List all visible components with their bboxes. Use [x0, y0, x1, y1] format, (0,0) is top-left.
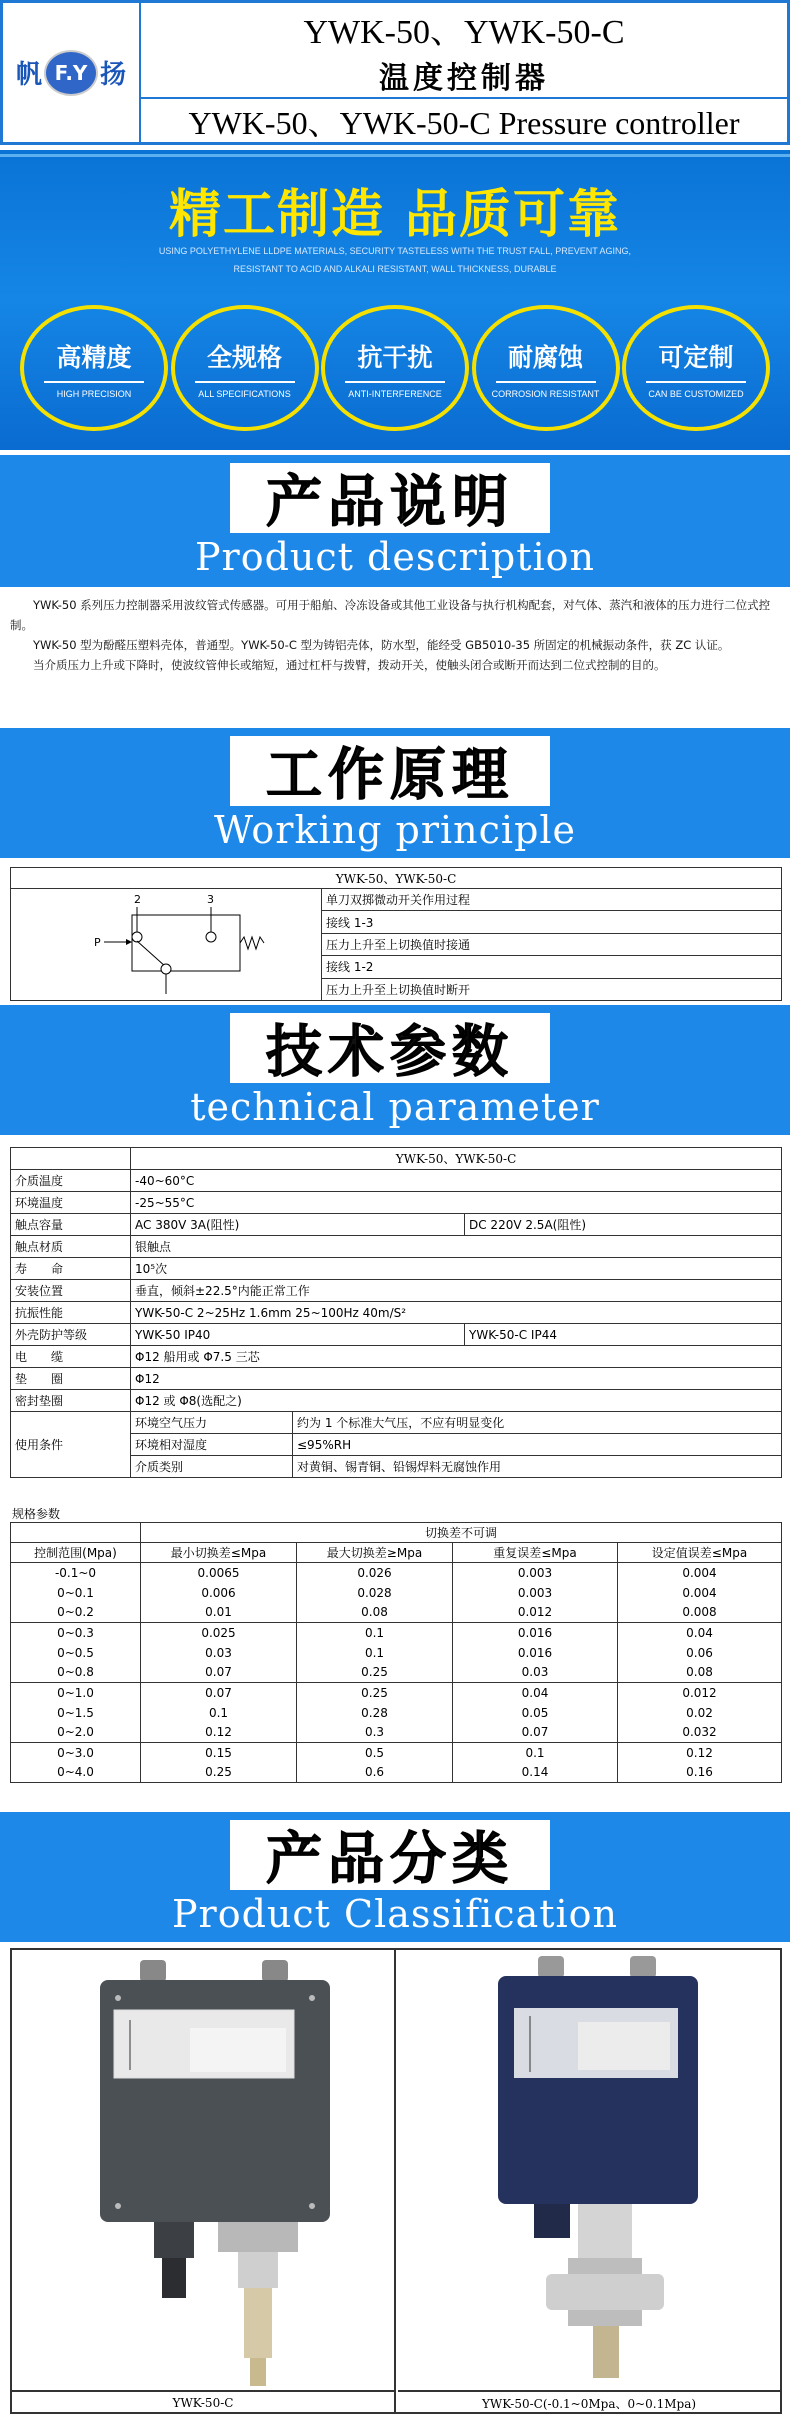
- spec-top-blank: [11, 1523, 141, 1543]
- thread-stub: [250, 2358, 266, 2386]
- tech-value: -25~55°C: [131, 1192, 782, 1214]
- spec-cell: 0.032: [618, 1723, 782, 1743]
- working-row: 单刀双掷微动开关作用过程: [322, 889, 782, 911]
- section-title-en: Product Classification: [171, 1892, 618, 1936]
- spec-cell: 0.012: [453, 1603, 618, 1623]
- section-header-classification: [0, 1812, 790, 1942]
- spec-cell: 0.07: [141, 1683, 297, 1703]
- product-image-ywk50c: [12, 1950, 396, 2390]
- tech-key: 环境温度: [11, 1192, 131, 1214]
- cable-gland-left: [140, 1960, 166, 1982]
- section-title-en: Product description: [194, 535, 596, 579]
- tech-value: YWK-50 IP40: [131, 1324, 465, 1346]
- header-title-cn: 温度控制器: [379, 61, 549, 96]
- contact-2: [132, 932, 142, 942]
- cable-boot: [162, 2258, 186, 2298]
- spec-row: [11, 1743, 782, 1763]
- spec-cell: 0.1: [297, 1623, 453, 1643]
- tech-key: 触点容量: [11, 1214, 131, 1236]
- cable-entry: [154, 2222, 194, 2258]
- spec-cell: 0~4.0: [11, 1763, 141, 1783]
- cable-gland-right: [262, 1960, 288, 1982]
- product-image-ywk50c-low: [398, 1950, 780, 2390]
- spec-row: [11, 1763, 782, 1783]
- spec-column-header: 重复误差≤Mpa: [453, 1543, 618, 1563]
- switch-diagram: [11, 889, 321, 997]
- badge-divider: [345, 381, 445, 383]
- banner-subtitle-line1: USING POLYETHYLENE LLDPE MATERIALS, SECURITY TASTELESS WITH THE TRUST FALL, PREVENT AGING,: [158, 246, 632, 256]
- use-condition-key: 介质类别: [131, 1456, 293, 1478]
- logo-char-left: 帆: [15, 60, 42, 90]
- spec-table-body: [11, 1563, 782, 1783]
- working-row: 接线 1-3: [322, 911, 782, 933]
- spec-cell: 0.5: [297, 1743, 453, 1763]
- adapter-body: [578, 2204, 632, 2258]
- tech-value-2: DC 220V 2.5A(阻性): [465, 1214, 782, 1236]
- feature-badges: [20, 305, 770, 431]
- spec-row: [11, 1663, 782, 1683]
- section-title-en: Working principle: [213, 808, 577, 852]
- logo-char-right: 扬: [100, 60, 127, 90]
- spec-cell: 0.1: [141, 1703, 297, 1723]
- spec-cell: 0~2.0: [11, 1723, 141, 1743]
- spec-cell: 0.08: [297, 1603, 453, 1623]
- tech-key: 寿 命: [11, 1258, 131, 1280]
- screw: [115, 2203, 121, 2209]
- spec-row: [11, 1723, 782, 1743]
- spec-cell: 0.01: [141, 1603, 297, 1623]
- bellows: [238, 2252, 278, 2288]
- brass-fitting: [593, 2326, 619, 2378]
- badge-label-en: CORROSION RESISTANT: [491, 388, 600, 399]
- section-title-cn: 产品说明: [230, 463, 550, 533]
- spec-cell: 0.0065: [141, 1563, 297, 1583]
- spec-cell: 0.03: [141, 1643, 297, 1663]
- spec-column-header: 控制范围(Mpa): [11, 1543, 141, 1563]
- spec-row: [11, 1583, 782, 1603]
- section-title-cn: 工作原理: [230, 736, 550, 806]
- tech-value: 10⁵次: [131, 1258, 782, 1280]
- spec-cell: 0.004: [618, 1563, 782, 1583]
- spec-cell: 0.016: [453, 1623, 618, 1643]
- spec-cell: 0.004: [618, 1583, 782, 1603]
- description-paragraph: 当介质压力上升或下降时，使波纹管伸长或缩短，通过杠杆与拨臂，拨动开关，使触头闭合或断开而达到二位式控制的目的。: [33, 658, 666, 672]
- header-title-en: YWK-50、YWK-50-C Pressure controller: [141, 97, 787, 142]
- terminal-2-label: 2: [134, 893, 141, 906]
- badge-all-specifications: [171, 305, 319, 431]
- screw: [115, 1995, 121, 2001]
- product-caption: YWK-50-C: [12, 2390, 396, 2414]
- spec-row: [11, 1683, 782, 1703]
- spec-cell: 0~0.5: [11, 1643, 141, 1663]
- spec-cell: 0~1.0: [11, 1683, 141, 1703]
- product-photo-cell: [398, 1950, 780, 2390]
- feature-banner: [0, 150, 790, 450]
- tech-key: 使用条件: [11, 1412, 131, 1478]
- spec-cell: 0.07: [453, 1723, 618, 1743]
- spec-column-header: 最大切换差≥Mpa: [297, 1543, 453, 1563]
- section-header-technical: [0, 1005, 790, 1135]
- badge-anti-interference: [321, 305, 469, 431]
- spec-cell: 0.1: [297, 1643, 453, 1663]
- description-paragraph: YWK-50 型为酚醛压塑料壳体，普通型。YWK-50-C 型为铸铝壳体，防水型，能经受 GB5010-35 所固定的机械振动条件，获 ZC 认证。: [33, 638, 730, 652]
- tech-key: 触点材质: [11, 1236, 131, 1258]
- tech-value: AC 380V 3A(阻性): [131, 1214, 465, 1236]
- section-header-description: [0, 455, 790, 587]
- spec-column-header: 最小切换差≤Mpa: [141, 1543, 297, 1563]
- spec-cell: 0.12: [618, 1743, 782, 1763]
- spec-cell: 0.003: [453, 1583, 618, 1603]
- section-title-en: technical parameter: [190, 1085, 600, 1129]
- badge-customized: [622, 305, 770, 431]
- tech-value: -40~60°C: [131, 1170, 782, 1192]
- screw: [309, 2203, 315, 2209]
- working-principle-table: [10, 867, 782, 1001]
- spec-cell: 0.28: [297, 1703, 453, 1723]
- cable-entry: [534, 2204, 570, 2238]
- section-header-working: [0, 728, 790, 858]
- tech-value: 垂直，倾斜±22.5°内能正常工作: [131, 1280, 782, 1302]
- spec-cell: 0.006: [141, 1583, 297, 1603]
- badge-label-cn: 全规格: [206, 342, 282, 372]
- screw: [309, 1995, 315, 2001]
- tech-value-2: YWK-50-C IP44: [465, 1324, 782, 1346]
- badge-label-en: ANTI-INTERFERENCE: [348, 388, 442, 399]
- product-caption: YWK-50-C(-0.1~0Mpa、0~0.1Mpa): [398, 2390, 780, 2414]
- spec-row: [11, 1703, 782, 1723]
- tech-key: 外壳防护等级: [11, 1324, 131, 1346]
- badge-high-precision: [20, 305, 168, 431]
- spec-cell: 0.012: [618, 1683, 782, 1703]
- pressure-label: P: [94, 936, 101, 949]
- spec-cell: 0.3: [297, 1723, 453, 1743]
- switch-diagram-cell: [11, 889, 322, 1001]
- badge-label-cn: 可定制: [658, 342, 734, 372]
- spec-cell: 0~0.3: [11, 1623, 141, 1643]
- badge-corrosion-resistant: [472, 305, 620, 431]
- tech-header-blank: [11, 1148, 131, 1170]
- spring-symbol: [240, 937, 264, 949]
- pivot-contact-1: [161, 964, 171, 974]
- brass-fitting: [244, 2288, 272, 2358]
- header-model: YWK-50、YWK-50-C: [303, 13, 625, 51]
- spec-cell: 0.026: [297, 1563, 453, 1583]
- spec-cell: 0.14: [453, 1763, 618, 1783]
- switch-housing: [132, 915, 240, 971]
- spec-row: [11, 1623, 782, 1643]
- tech-value: Φ12: [131, 1368, 782, 1390]
- switch-lever: [137, 941, 166, 967]
- spec-table: [10, 1522, 782, 1783]
- spec-cell: 0.12: [141, 1723, 297, 1743]
- cable-gland-right: [630, 1956, 656, 1978]
- banner-subtitle: [120, 242, 670, 278]
- tech-key: 密封垫圈: [11, 1390, 131, 1412]
- tech-key: 安装位置: [11, 1280, 131, 1302]
- badge-label-cn: 高精度: [56, 342, 132, 372]
- spec-cell: 0.05: [453, 1703, 618, 1723]
- badge-label-cn: 耐腐蚀: [507, 342, 583, 372]
- spec-row: [11, 1603, 782, 1623]
- spec-cell: 0.16: [618, 1763, 782, 1783]
- contact-3: [206, 932, 216, 942]
- spec-cell: 0.016: [453, 1643, 618, 1663]
- product-photo-cell: [12, 1950, 396, 2390]
- spec-cell: 0.03: [453, 1663, 618, 1683]
- cable-gland-left: [538, 1956, 564, 1978]
- spec-cell: 0.008: [618, 1603, 782, 1623]
- working-row: 接线 1-2: [322, 956, 782, 978]
- spec-table-title: 规格参数: [12, 1507, 61, 1521]
- product-description: [10, 595, 782, 675]
- tech-key: 垫 圈: [11, 1368, 131, 1390]
- product-gallery: [10, 1948, 782, 2414]
- spec-row: [11, 1563, 782, 1583]
- badge-label-en: HIGH PRECISION: [56, 388, 132, 399]
- spec-cell: 0.15: [141, 1743, 297, 1763]
- badge-divider: [496, 381, 596, 383]
- spec-top-header: 切换差不可调: [141, 1523, 782, 1543]
- description-paragraph: YWK-50 系列压力控制器采用波纹管式传感器。可用于船舶、冷冻设备或其他工业设备与执行机构配套，对气体、蒸汽和液体的压力进行二位式控制。: [10, 598, 771, 632]
- section-title-cn: 技术参数: [230, 1013, 550, 1083]
- use-condition-value: 对黄铜、锡青铜、铅锡焊料无腐蚀作用: [293, 1456, 782, 1478]
- tech-value: Φ12 或 Φ8(选配之): [131, 1390, 782, 1412]
- technical-parameter-table: [10, 1147, 782, 1478]
- spec-cell: 0.08: [618, 1663, 782, 1683]
- tech-key: 介质温度: [11, 1170, 131, 1192]
- use-condition-value: 约为 1 个标准大气压，不应有明显变化: [293, 1412, 782, 1434]
- badge-divider: [195, 381, 295, 383]
- tech-table-header: YWK-50、YWK-50-C: [131, 1148, 782, 1170]
- section-title-cn: 产品分类: [230, 1820, 550, 1890]
- badge-divider: [646, 381, 746, 383]
- nameplate: [578, 2022, 670, 2070]
- page-header: [0, 0, 790, 145]
- pressure-port-base: [218, 2222, 298, 2252]
- spec-cell: 0.025: [141, 1623, 297, 1643]
- working-row: 压力上升至上切换值时断开: [322, 978, 782, 1000]
- badge-label-en: ALL SPECIFICATIONS: [198, 388, 291, 399]
- spec-cell: 0.003: [453, 1563, 618, 1583]
- spec-cell: 0.04: [618, 1623, 782, 1643]
- working-table-header: YWK-50、YWK-50-C: [11, 868, 782, 889]
- tech-value: Φ12 船用或 Φ7.5 三芯: [131, 1346, 782, 1368]
- spec-column-header: 设定值误差≤Mpa: [618, 1543, 782, 1563]
- banner-top-line: [0, 154, 790, 157]
- flange-bottom: [568, 2310, 642, 2326]
- spec-cell: 0~0.2: [11, 1603, 141, 1623]
- badge-label-cn: 抗干扰: [357, 342, 433, 372]
- terminal-3-label: 3: [207, 893, 214, 906]
- spec-cell: 0~0.1: [11, 1583, 141, 1603]
- spec-cell: 0~1.5: [11, 1703, 141, 1723]
- spec-cell: 0.04: [453, 1683, 618, 1703]
- spec-cell: 0~3.0: [11, 1743, 141, 1763]
- spec-cell: 0.02: [618, 1703, 782, 1723]
- spec-cell: 0.6: [297, 1763, 453, 1783]
- use-condition-key: 环境相对湿度: [131, 1434, 293, 1456]
- tech-key: 电 缆: [11, 1346, 131, 1368]
- spec-cell: 0.06: [618, 1643, 782, 1663]
- tech-key: 抗振性能: [11, 1302, 131, 1324]
- brand-logo: [3, 3, 141, 142]
- use-condition-value: ≤95%RH: [293, 1434, 782, 1456]
- badge-divider: [44, 381, 144, 383]
- tech-value: 银触点: [131, 1236, 782, 1258]
- nameplate: [190, 2028, 286, 2072]
- logo-oval: F.Y: [44, 50, 98, 96]
- spec-cell: 0.1: [453, 1743, 618, 1763]
- spec-cell: -0.1~0: [11, 1563, 141, 1583]
- banner-subtitle-line2: RESISTANT TO ACID AND ALKALI RESISTANT, WALL THICKNESS, DURABLE: [233, 264, 557, 274]
- pressure-arrowhead: [126, 939, 132, 945]
- spec-cell: 0.25: [141, 1763, 297, 1783]
- spec-row: [11, 1643, 782, 1663]
- spec-cell: 0.25: [297, 1663, 453, 1683]
- flange-top: [568, 2258, 642, 2274]
- banner-title: 精工制造 品质可靠: [168, 185, 622, 245]
- use-condition-key: 环境空气压力: [131, 1412, 293, 1434]
- spec-cell: 0~0.8: [11, 1663, 141, 1683]
- header-titles: [141, 3, 787, 142]
- spec-cell: 0.028: [297, 1583, 453, 1603]
- diaphragm-chamber: [546, 2274, 664, 2310]
- tech-value: YWK-50-C 2~25Hz 1.6mm 25~100Hz 40m/S²: [131, 1302, 782, 1324]
- spec-cell: 0.07: [141, 1663, 297, 1683]
- spec-cell: 0.25: [297, 1683, 453, 1703]
- working-row: 压力上升至上切换值时接通: [322, 933, 782, 955]
- badge-label-en: CAN BE CUSTOMIZED: [648, 388, 744, 399]
